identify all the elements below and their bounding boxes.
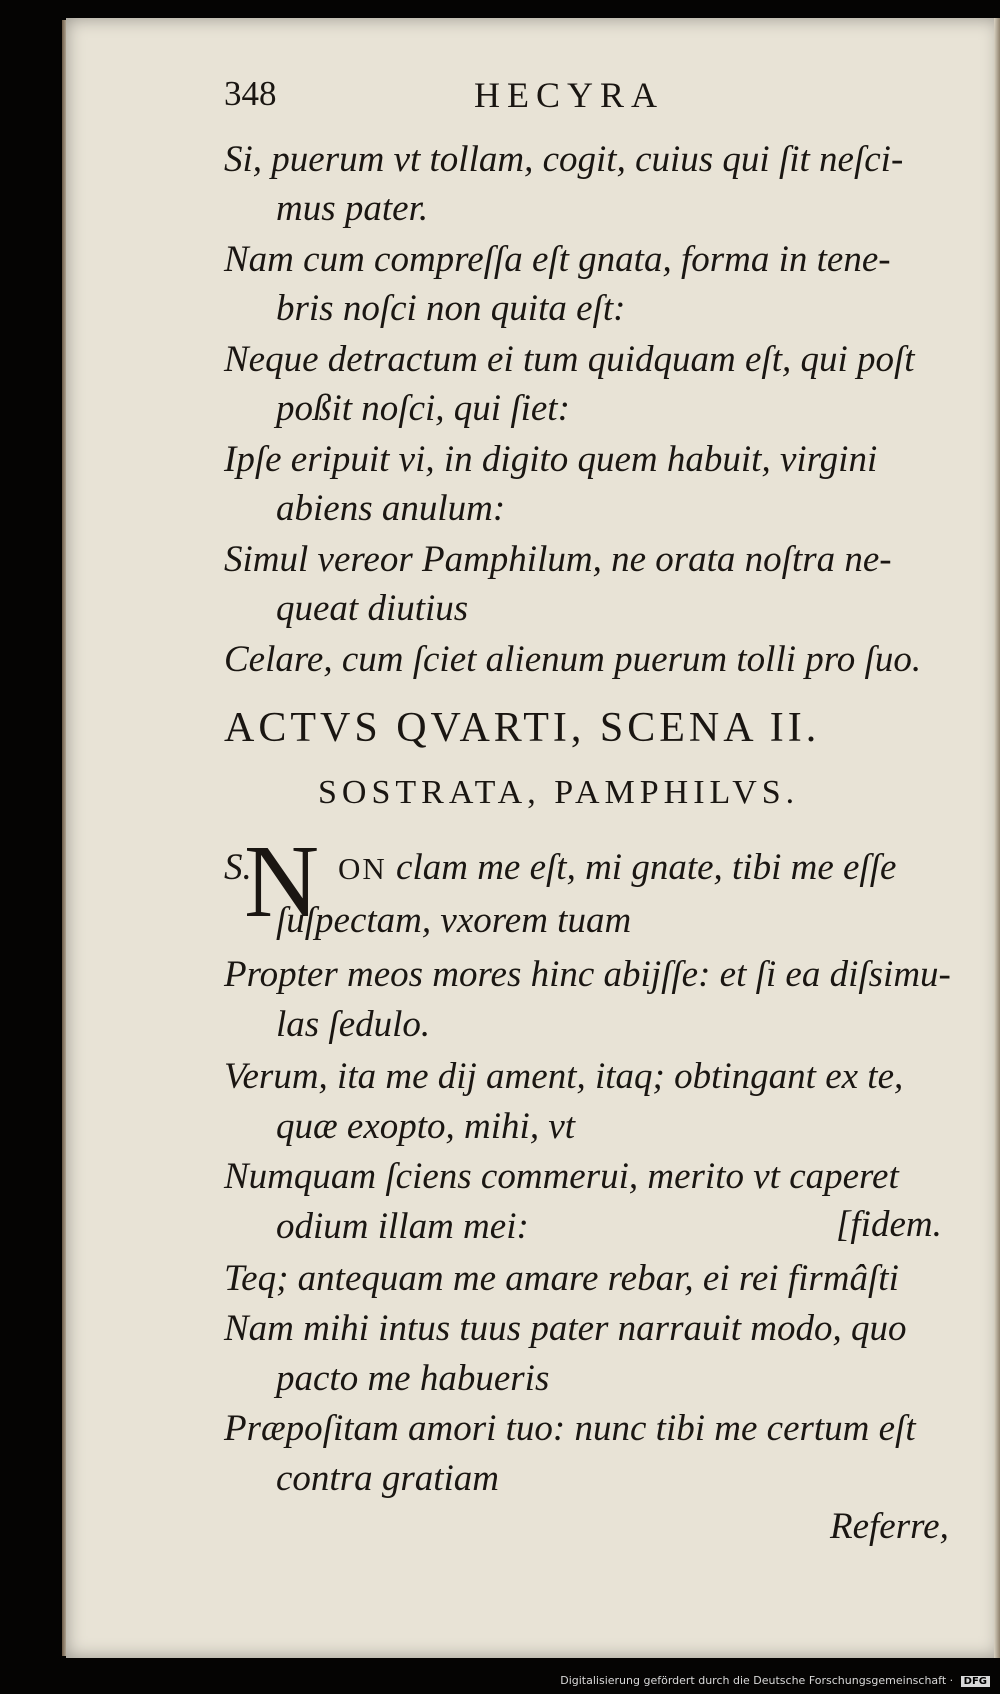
verse-line: bris noſci non quita eſt:	[276, 288, 626, 329]
verse-line: Celare, cum ſciet alienum puerum tolli pro ſuo.	[224, 639, 922, 680]
first-line-rest: clam me eſt, mi gnate, tibi me eſſe	[386, 847, 897, 888]
verse-line: Neque detractum ei tum quidquam eſt, qui poſt	[224, 339, 915, 380]
verse-line: Ipſe eripuit vi, in digito quem habuit, virgini	[224, 439, 878, 480]
verse-line: Nam cum compreſſa eſt gnata, forma in tene-	[224, 239, 891, 280]
verse-line: Simul vereor Pamphilum, ne orata noſtra ne-	[224, 539, 892, 580]
verse-line: Numquam ſciens commerui, merito vt caperet	[224, 1156, 899, 1197]
scene-title: ACTVS QVARTI, SCENA II.	[224, 705, 821, 751]
speech-first-line	[338, 846, 896, 889]
digitization-footer	[560, 1674, 990, 1687]
verse-line: Teq; antequam me amare rebar, ei rei firmâſti	[224, 1258, 899, 1299]
verse-line: abiens anulum:	[276, 488, 506, 529]
verse-line: poßit noſci, qui ſiet:	[276, 388, 570, 429]
verse-line: queat diutius	[276, 588, 469, 629]
drop-cap: N	[244, 824, 320, 939]
page-header	[224, 74, 894, 120]
verse-line: pacto me habueris	[276, 1358, 550, 1399]
first-line-caps: ON	[338, 851, 387, 886]
catchword: Referre,	[830, 1506, 949, 1547]
verse-line: ſuſpectam, vxorem tuam	[276, 900, 632, 941]
scene-speakers: SOSTRATA, PAMPHILVS.	[318, 774, 800, 811]
speaker-mark: S.	[224, 847, 252, 888]
verse-line: odium illam mei:	[276, 1206, 529, 1247]
verse-line: mus pater.	[276, 188, 429, 229]
verse-line: Propter meos mores hinc abijſſe: et ſi ea diſsimu-	[224, 954, 951, 995]
running-title: HECYRA	[474, 75, 665, 115]
verse-line: Nam mihi intus tuus pater narrauit modo, quo	[224, 1308, 907, 1349]
verse-line: quæ exopto, mihi, vt	[276, 1106, 576, 1147]
verse-line: Præpoſitam amori tuo: nunc tibi me certum eſt	[224, 1408, 916, 1449]
verse-line: contra gratiam	[276, 1458, 500, 1499]
page-number: 348	[224, 74, 277, 113]
footer-text: Digitalisierung gefördert durch die Deutsche Forschungsgemeinschaft ·	[560, 1674, 954, 1687]
turnover-fragment: [fidem.	[836, 1204, 942, 1245]
verse-line: las ſedulo.	[276, 1004, 431, 1045]
dfg-logo: DFG	[961, 1676, 990, 1687]
verse-line: Verum, ita me dij ament, itaq; obtingant ex te,	[224, 1056, 904, 1097]
verse-line: Si, puerum vt tollam, cogit, cuius qui ſit neſci-	[224, 139, 904, 180]
